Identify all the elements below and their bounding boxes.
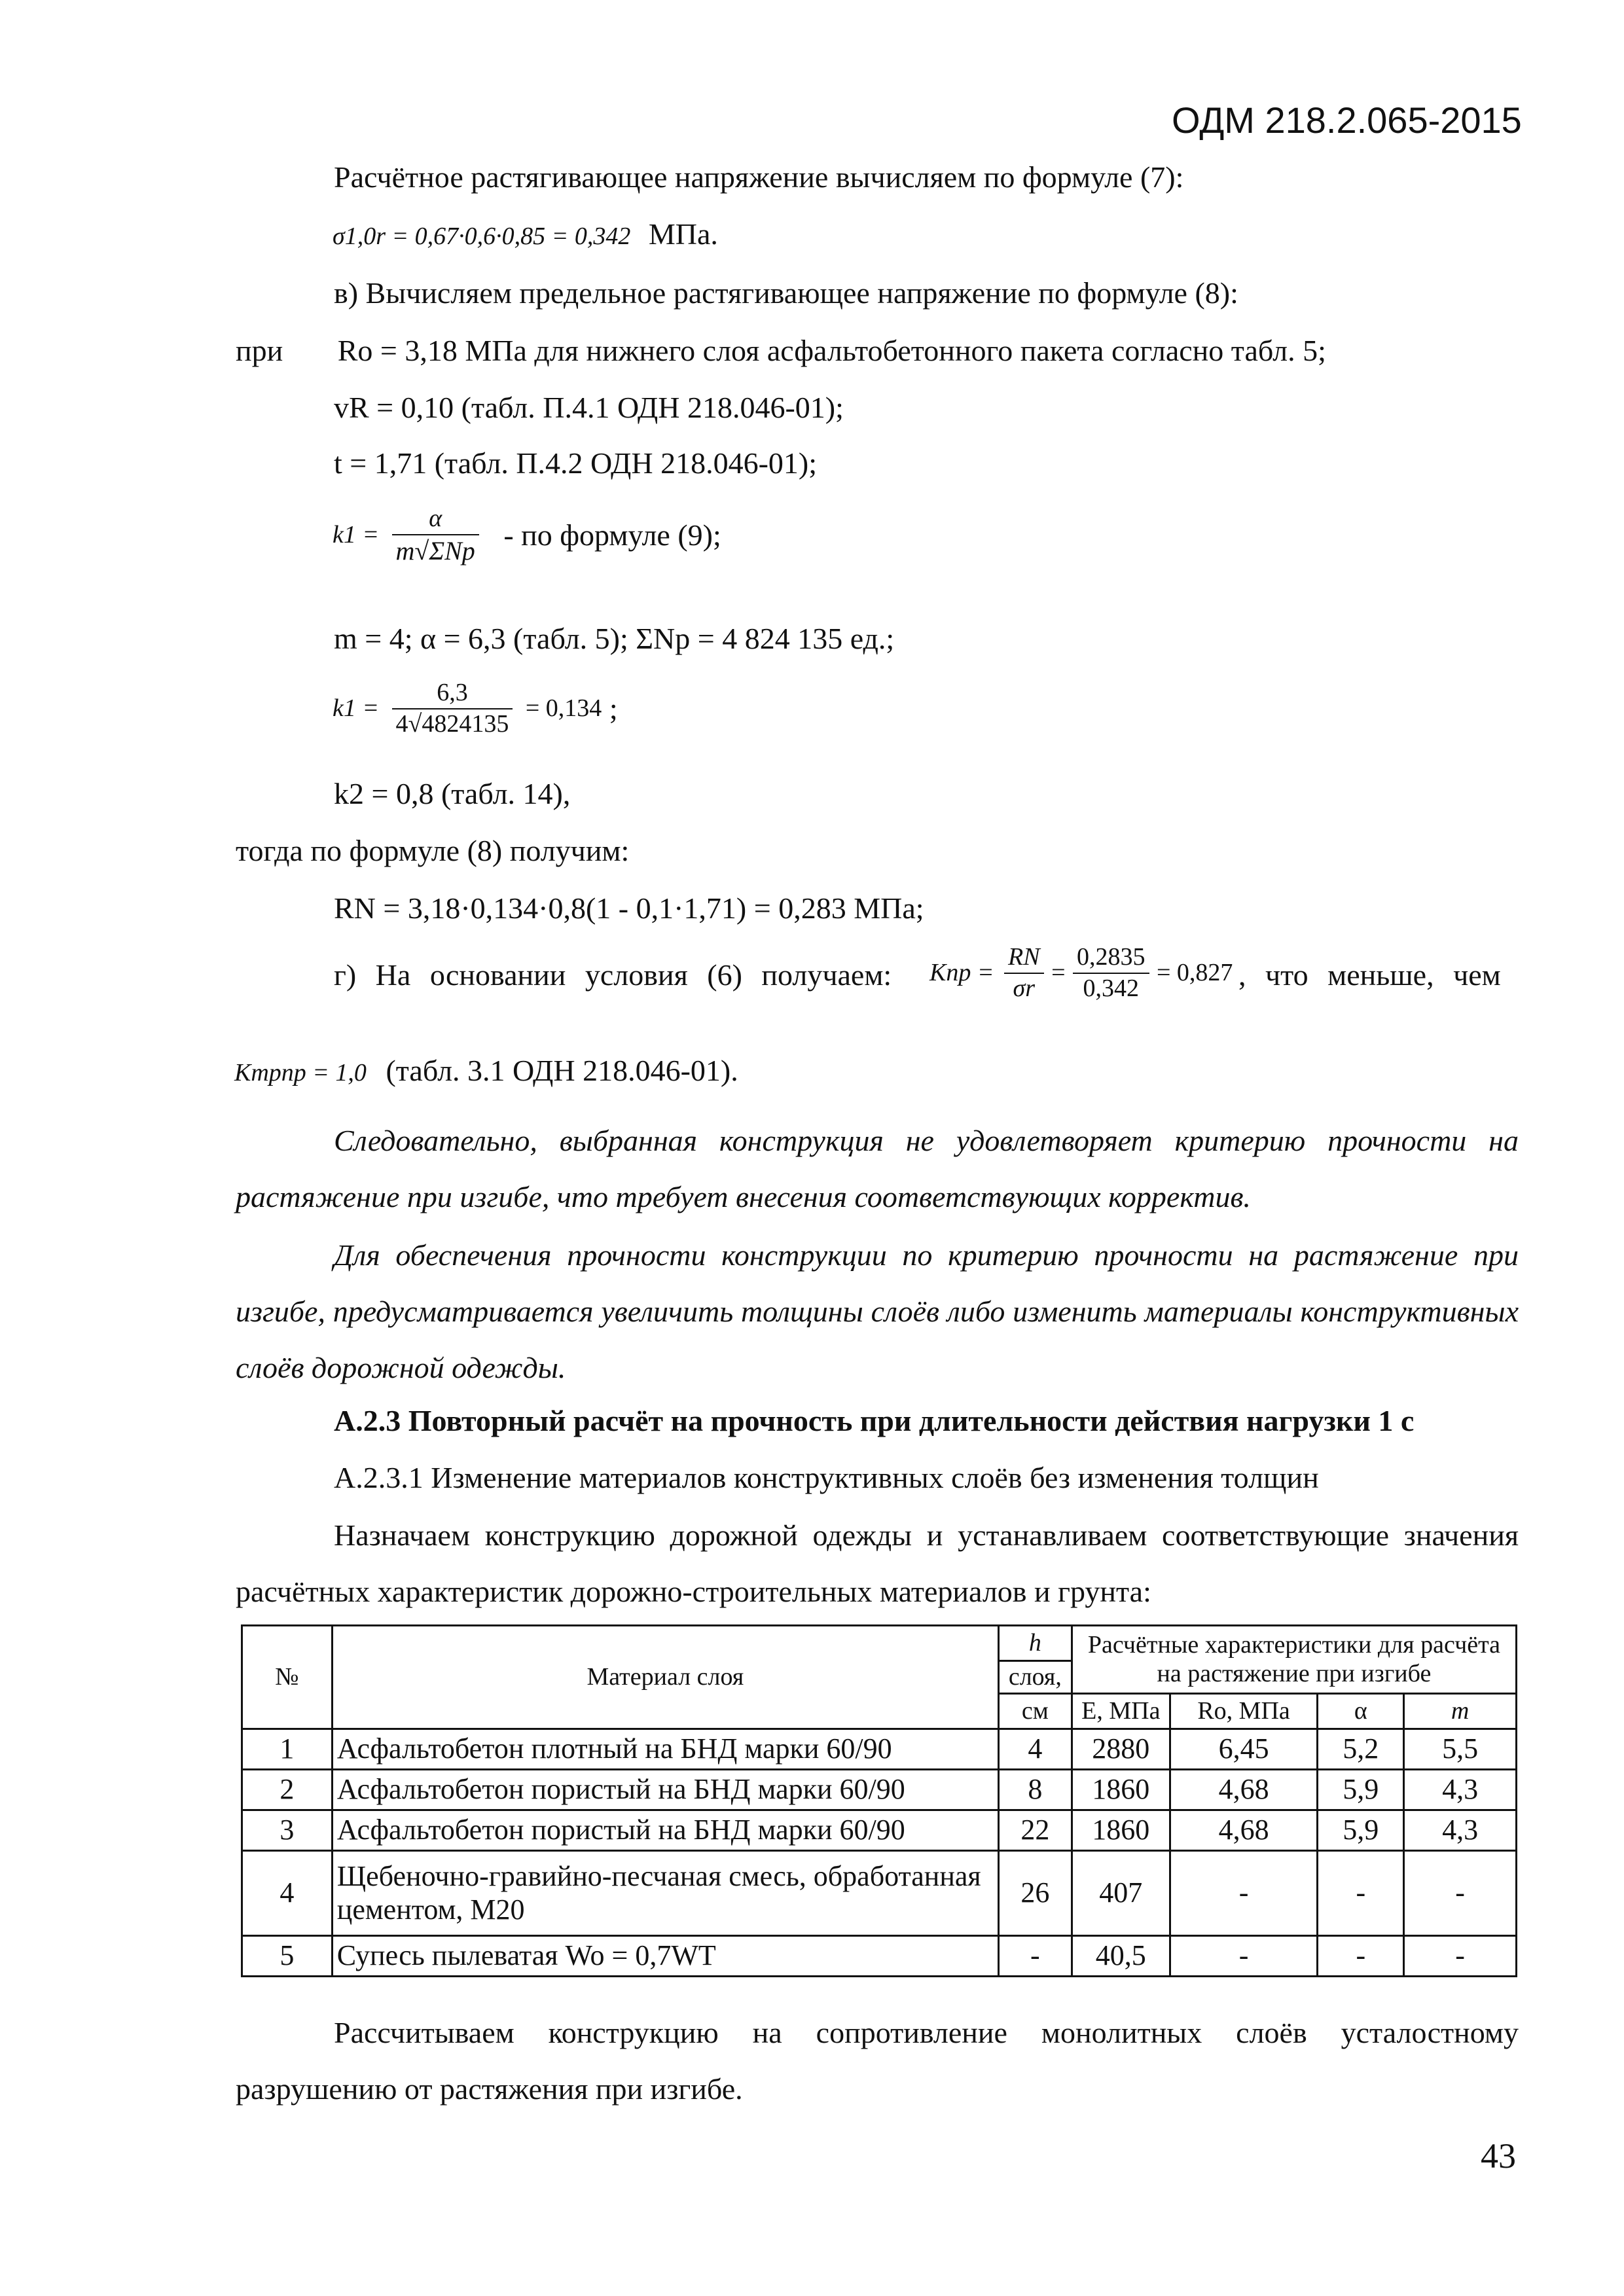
header-m: m: [1404, 1694, 1517, 1729]
kpr-denominator-numeric: 0,342: [1073, 973, 1149, 1004]
cell-number: 2: [242, 1770, 333, 1810]
table-row: [242, 1770, 1517, 1810]
assign-paragraph: Назначаем конструкцию дорожной одежды и устанавливаем соответствующие значения расчётных характеристик дорожно-строительных материалов и грунта:: [236, 1518, 1519, 1608]
subsection-title: А.2.3.1 Изменение материалов конструктивных слоёв без изменения толщин: [334, 1461, 1319, 1494]
header-characteristics: Расчётные характеристики для расчёта на растяжение при изгибе: [1072, 1626, 1516, 1694]
equals-sign: =: [1051, 958, 1066, 986]
cell-E: 1860: [1072, 1810, 1170, 1851]
final-paragraph: Рассчитываем конструкцию на сопротивление монолитных слоёв усталостному разрушению от растяжения при изгибе.: [236, 2016, 1519, 2106]
k1-fraction: [392, 504, 479, 567]
text-line: г) На основании условия (6) получаем:: [334, 958, 892, 992]
cell-E: 2880: [1072, 1729, 1170, 1770]
conclusion-paragraph: Следовательно, выбранная конструкция не удовлетворяет критерию прочности на растяжение при изгибе, что требует внесения соответствующих корректив.: [236, 1124, 1519, 1213]
sigma-formula: σ1,0r = 0,67·0,6·0,85 = 0,342: [333, 223, 631, 250]
pri-word: при: [236, 334, 283, 367]
ro-definition: Ro = 3,18 МПа для нижнего слоя асфальтобетонного пакета согласно табл. 5;: [337, 334, 1326, 367]
cell-Ro: 4,68: [1170, 1770, 1318, 1810]
header-E: E, МПа: [1072, 1694, 1170, 1729]
provision-paragraph: Для обеспечения прочности конструкции по критерию прочности на растяжение при изгибе, предусматривается увеличить толщины слоёв либо изменить материалы конструктивных слоёв дорожной одежды.: [236, 1238, 1519, 1384]
cell-h: 4: [998, 1729, 1072, 1770]
text-line: Расчётное растягивающее напряжение вычисляем по формуле (7):: [334, 160, 1184, 194]
cell-material: Щебеночно-гравийно-песчаная смесь, обработанная цементом, М20: [332, 1851, 998, 1936]
text-line: m = 4; α = 6,3 (табл. 5); ΣNp = 4 824 135 ед.;: [334, 622, 895, 655]
cell-h: 22: [998, 1810, 1072, 1851]
header-cm: см: [998, 1694, 1072, 1729]
text-line: k2 = 0,8 (табл. 14),: [334, 777, 571, 810]
header-alpha: α: [1318, 1694, 1404, 1729]
k1-numerator: α: [429, 505, 442, 532]
cell-Ro: 4,68: [1170, 1810, 1318, 1851]
cell-material: Супесь пылеватая Wo = 0,7WT: [332, 1936, 998, 1977]
kpr-required-source: (табл. 3.1 ОДН 218.046-01).: [386, 1054, 738, 1087]
cell-alpha: -: [1318, 1936, 1404, 1977]
cell-m: -: [1404, 1851, 1517, 1936]
kpr-formula: [929, 942, 1233, 1003]
cell-alpha: 5,9: [1318, 1770, 1404, 1810]
header-h: h: [1028, 1628, 1041, 1657]
k1-result: = 0,134: [525, 694, 602, 722]
text-line: RN = 3,18·0,134·0,8(1 - 0,1·1,71) = 0,283 МПа;: [334, 891, 924, 925]
cell-material: Асфальтобетон плотный на БНД марки 60/90: [332, 1729, 998, 1770]
kpr-numerator-symbolic: RN: [1008, 943, 1040, 971]
materials-table: [241, 1624, 1517, 1977]
cell-number: 5: [242, 1936, 333, 1977]
kpr-denominator-symbolic: σr: [1004, 973, 1044, 1004]
k1-lhs: k1 =: [333, 694, 380, 722]
table-row: [242, 1936, 1517, 1977]
cell-E: 40,5: [1072, 1936, 1170, 1977]
cell-material: Асфальтобетон пористый на БНД марки 60/90: [332, 1770, 998, 1810]
cell-alpha: 5,9: [1318, 1810, 1404, 1851]
page-number: 43: [1481, 2136, 1516, 2176]
k1-note: - по формуле (9);: [503, 518, 721, 552]
cell-alpha: 5,2: [1318, 1729, 1404, 1770]
kpr-fraction-symbolic: [1004, 942, 1044, 1003]
kpr-fraction-numeric: [1073, 942, 1149, 1003]
document-code: ОДМ 218.2.065-2015: [1172, 99, 1522, 141]
header-Ro: Ro, МПа: [1170, 1694, 1318, 1729]
unit-text: МПа.: [648, 217, 718, 251]
cell-Ro: -: [1170, 1851, 1318, 1936]
k1-value-denominator: 4√4824135: [392, 708, 513, 740]
text-line: в) Вычисляем предельное растягивающее напряжение по формуле (8):: [334, 276, 1238, 310]
cell-h: -: [998, 1936, 1072, 1977]
k1-formula-line: [333, 504, 721, 567]
k1-value-numerator: 6,3: [437, 679, 468, 706]
kpr-numerator-numeric: 0,2835: [1077, 943, 1146, 971]
k1-lhs: k1 =: [333, 521, 380, 548]
cell-h: 8: [998, 1770, 1072, 1810]
text-line: тогда по формуле (8) получим:: [236, 834, 630, 867]
table-row: [242, 1810, 1517, 1851]
header-material: Материал слоя: [332, 1626, 998, 1729]
cell-m: 5,5: [1404, 1729, 1517, 1770]
cell-material: Асфальтобетон пористый на БНД марки 60/90: [332, 1810, 998, 1851]
section-heading: А.2.3 Повторный расчёт на прочность при длительности действия нагрузки 1 с: [334, 1404, 1415, 1437]
formula-line: [333, 216, 718, 252]
kpr-result: = 0,827: [1157, 958, 1233, 986]
cell-m: 4,3: [1404, 1770, 1517, 1810]
header-thickness: [998, 1626, 1072, 1661]
cell-E: 407: [1072, 1851, 1170, 1936]
header-layer: слоя,: [998, 1661, 1072, 1694]
k1-value-line: [333, 678, 618, 739]
table-row: [242, 1851, 1517, 1936]
kpr-required-formula: Kтрпр = 1,0: [234, 1059, 367, 1086]
cell-number: 3: [242, 1810, 333, 1851]
k1-value-fraction: [392, 678, 513, 739]
table-row: [242, 1729, 1517, 1770]
text-line: [234, 1052, 738, 1088]
cell-Ro: 6,45: [1170, 1729, 1318, 1770]
cell-number: 1: [242, 1729, 333, 1770]
cell-h: 26: [998, 1851, 1072, 1936]
text-line: vR = 0,10 (табл. П.4.1 ОДН 218.046-01);: [334, 391, 844, 424]
k1-denominator: m√ΣNp: [392, 534, 479, 567]
cell-m: 4,3: [1404, 1810, 1517, 1851]
semicolon: ;: [609, 692, 618, 725]
text-line: t = 1,71 (табл. П.4.2 ОДН 218.046-01);: [334, 446, 817, 480]
cell-Ro: -: [1170, 1936, 1318, 1977]
text-line: , что меньше, чем: [1238, 958, 1501, 992]
text-line: [236, 332, 1326, 368]
cell-number: 4: [242, 1851, 333, 1936]
cell-alpha: -: [1318, 1851, 1404, 1936]
kpr-lhs: Kпр =: [929, 958, 994, 986]
header-number: №: [242, 1626, 333, 1729]
cell-E: 1860: [1072, 1770, 1170, 1810]
cell-m: -: [1404, 1936, 1517, 1977]
